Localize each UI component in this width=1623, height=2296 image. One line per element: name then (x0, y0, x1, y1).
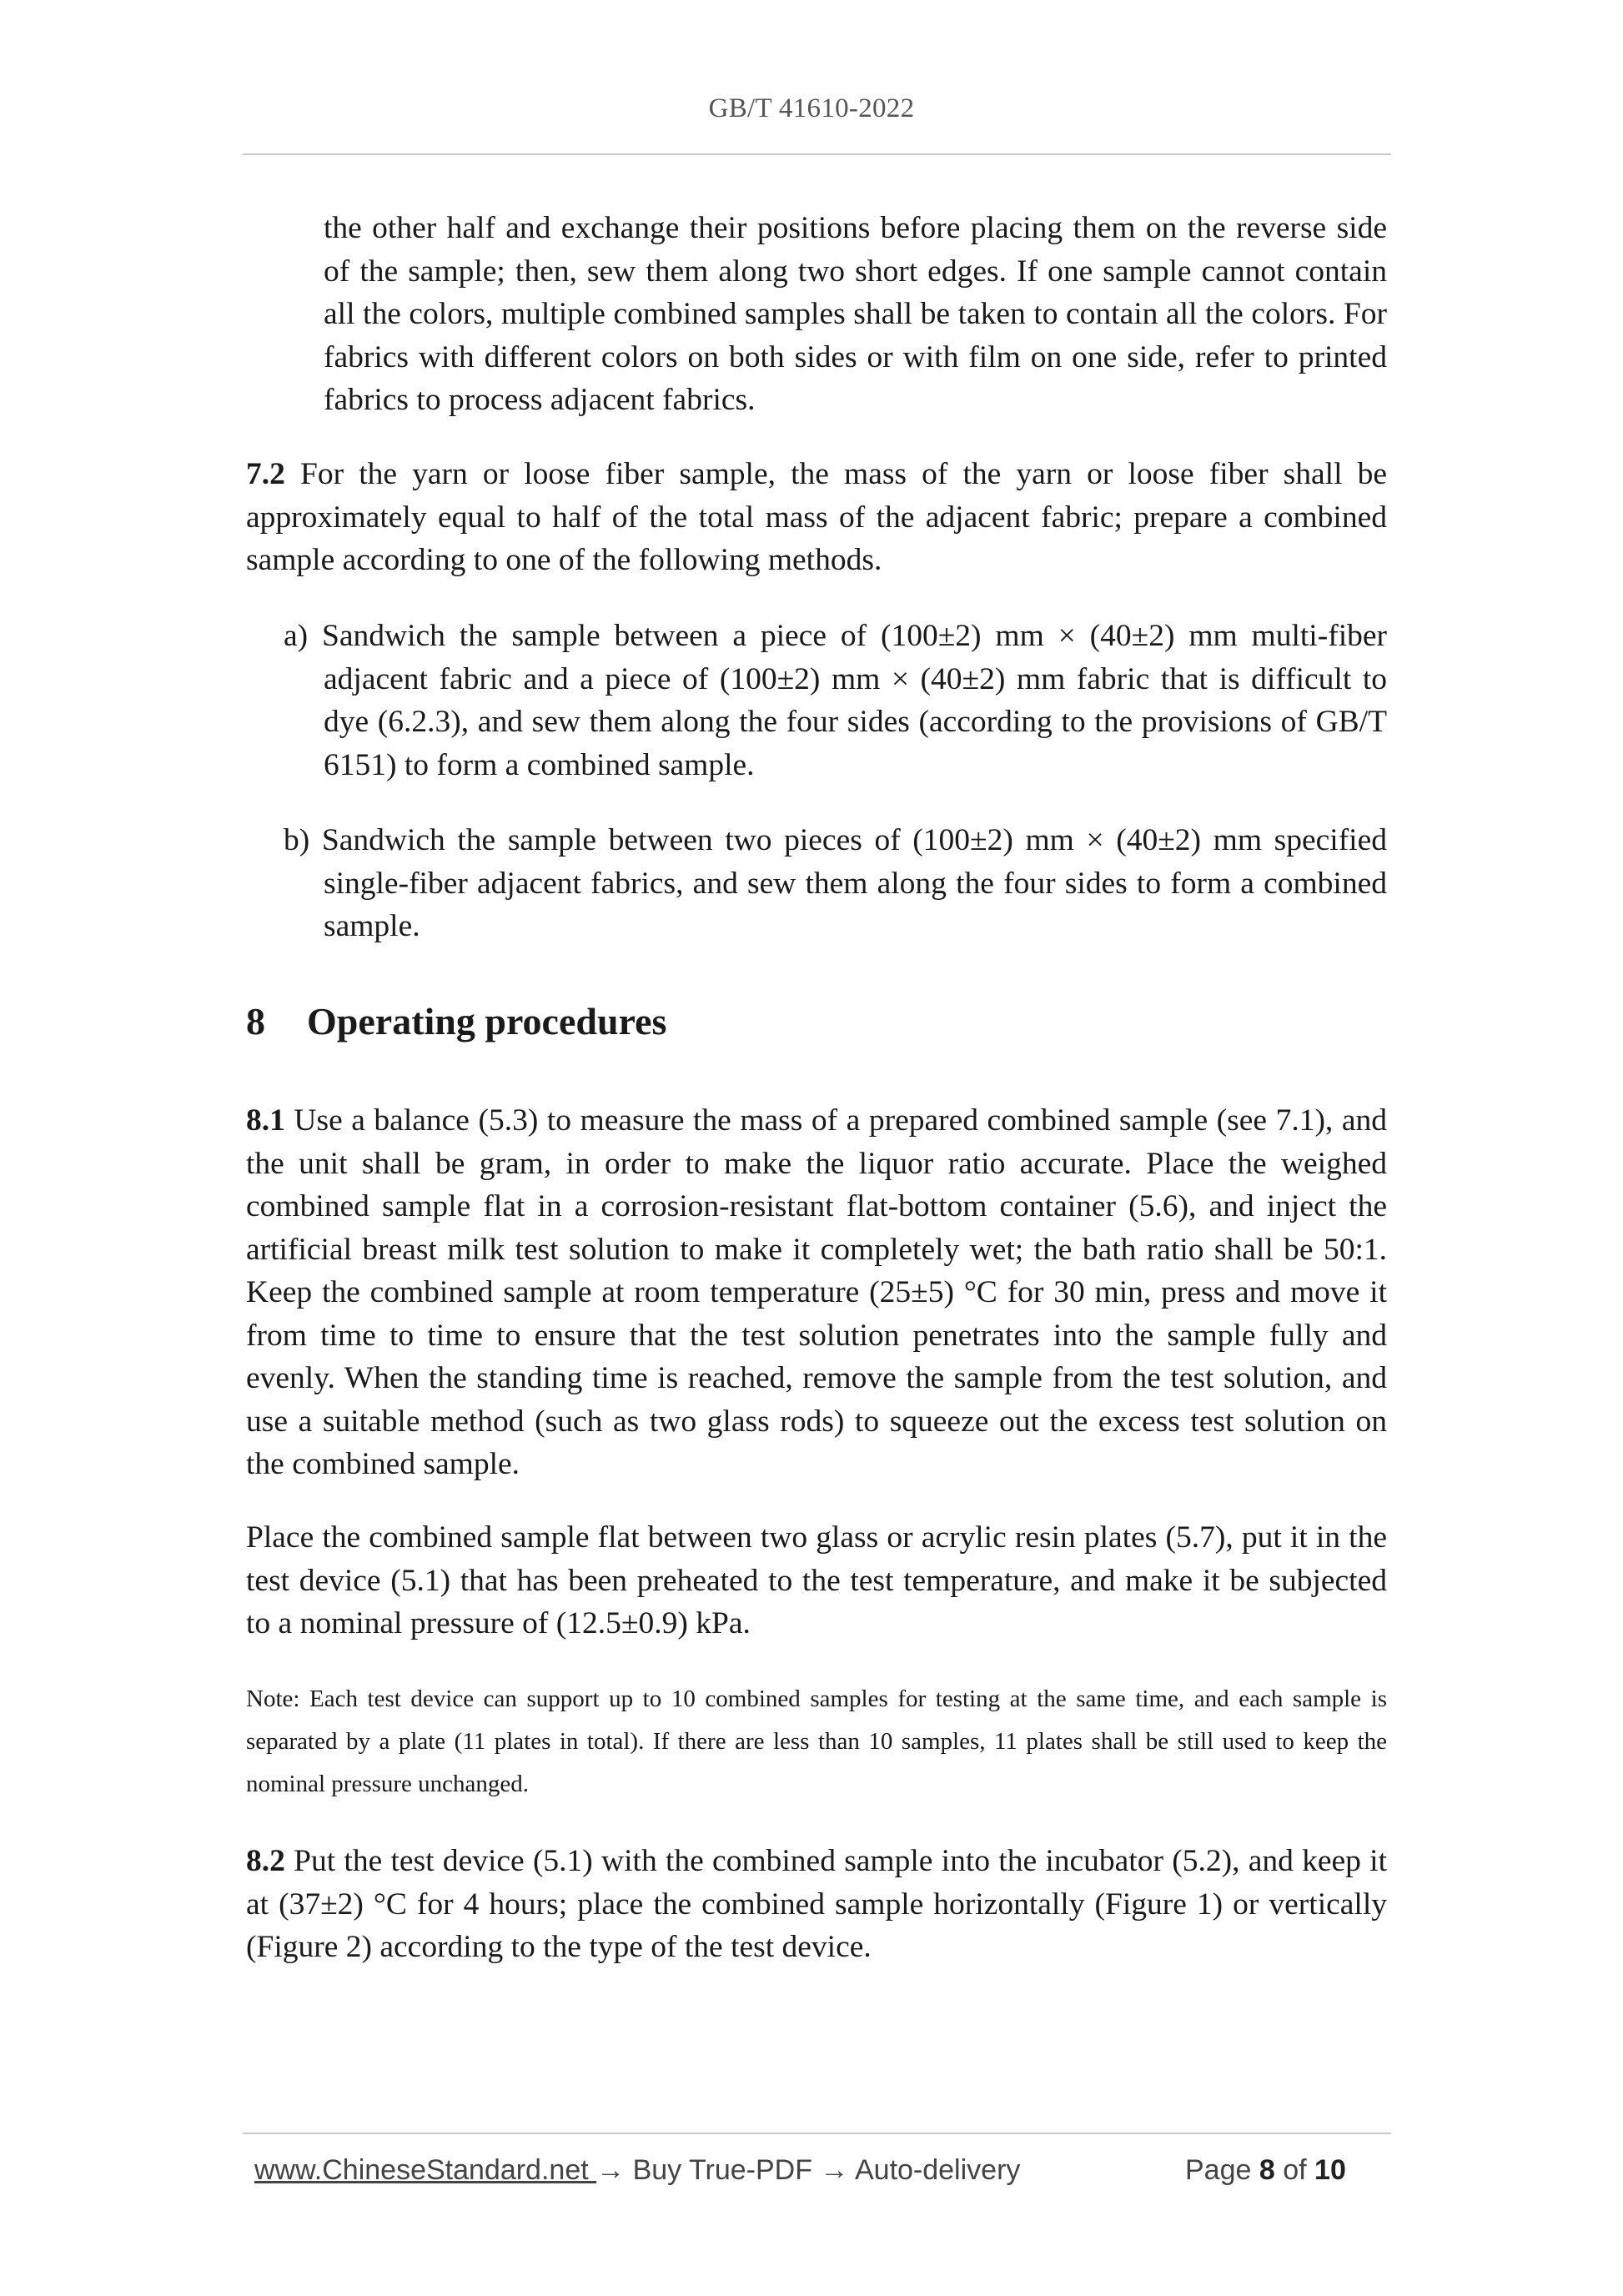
arrow-right-icon: → (596, 2154, 626, 2186)
clause-8-2 (246, 1840, 1387, 1969)
clause-8-1-paragraph-2: Place the combined sample flat between two glass or acrylic resin plates (5.7), put it in the test device (5.1) that has been preheated to the test temperature, and make it be subjected to a nominal pressure of (12.5±0.9) kPa. (246, 1520, 1387, 1640)
footer-links (254, 2154, 1020, 2187)
footer-rule (243, 2133, 1391, 2134)
clause-text: Put the test device (5.1) with the combined sample into the incubator (5.2), and keep it at (37±2) °C for 4 hours; place the combined sample horizontally (Figure 1) or vertically (Figure 2) according to the type of the test device. (246, 1844, 1388, 1964)
page-total: 10 (1314, 2154, 1346, 2186)
continuation-paragraph: the other half and exchange their positions before placing them on the reverse side of the sample; then, sew them along two short edges. If one sample cannot contain all the colors, multiple combined samples shall be taken to contain all the colors. For fabrics with different colors on both sides or with film on one side, refer to printed fabrics to process adjacent fabrics. (324, 211, 1387, 417)
arrow-right-icon: → (820, 2154, 849, 2186)
buy-text: Buy True-PDF (625, 2154, 821, 2186)
note-paragraph: Note: Each test device can support up to 10 combined samples for testing at the same time, and each sample is separated by a plate (11 plates in total). If there are less than 10 samples, 11 plates shall be still used to keep the nominal pressure unchanged. (246, 1686, 1387, 1797)
list-item-b: b) Sandwich the sample between two pieces of (100±2) mm × (40±2) mm specified single-fiber adjacent fabrics, and sew them along the four sides to form a combined sample. (284, 823, 1387, 943)
clause-number: 8.1 (246, 1103, 285, 1138)
website-link[interactable]: www.ChineseStandard.net (254, 2154, 597, 2186)
clause-number: 8.2 (246, 1844, 285, 1878)
section-title: Operating procedures (307, 1000, 667, 1042)
of-label: of (1283, 2154, 1307, 2186)
section-heading-8 (246, 999, 666, 1043)
page-current: 8 (1259, 2154, 1275, 2186)
delivery-text: Auto-delivery (848, 2154, 1021, 2186)
clause-text: Use a balance (5.3) to measure the mass of a prepared combined sample (see 7.1), and the unit shall be gram, in order to make the liquor ratio accurate. Place the weighed combined sample flat in a corrosion-resistant flat-bottom container (5.6), and inject the artificial breast milk test solution to make it completely wet; the bath ratio shall be 50:1. Keep the combined sample at room temperature (25±5) °C for 30 min, press and move it from time to time to ensure that the test solution penetrates into the sample fully and evenly. When the standing time is reached, remove the sample from the test solution, and use a suitable method (such as two glass rods) to squeeze out the excess test solution on the combined sample. (246, 1103, 1387, 1481)
clause-text: For the yarn or loose fiber sample, the mass of the yarn or loose fiber shall be approximately equal to half of the total mass of the adjacent fabric; prepare a combined sample according to one of the following methods. (246, 457, 1388, 577)
clause-number: 7.2 (246, 457, 285, 491)
page-label: Page (1185, 2154, 1252, 2186)
header-rule (243, 153, 1391, 155)
list-item-a: a) Sandwich the sample between a piece of (100±2) mm × (40±2) mm multi-fiber adjacent fabric and a piece of (100±2) mm × (40±2) mm fabric that is difficult to dye (6.2.3), and sew them along the four sides (according to the provisions of GB/T 6151) to form a combined sample. (284, 619, 1387, 782)
section-number: 8 (246, 1000, 265, 1042)
page-indicator (1185, 2154, 1346, 2187)
clause-7-2 (246, 453, 1387, 582)
clause-8-1 (246, 1099, 1387, 1486)
document-code-header: GB/T 41610-2022 (708, 93, 915, 123)
